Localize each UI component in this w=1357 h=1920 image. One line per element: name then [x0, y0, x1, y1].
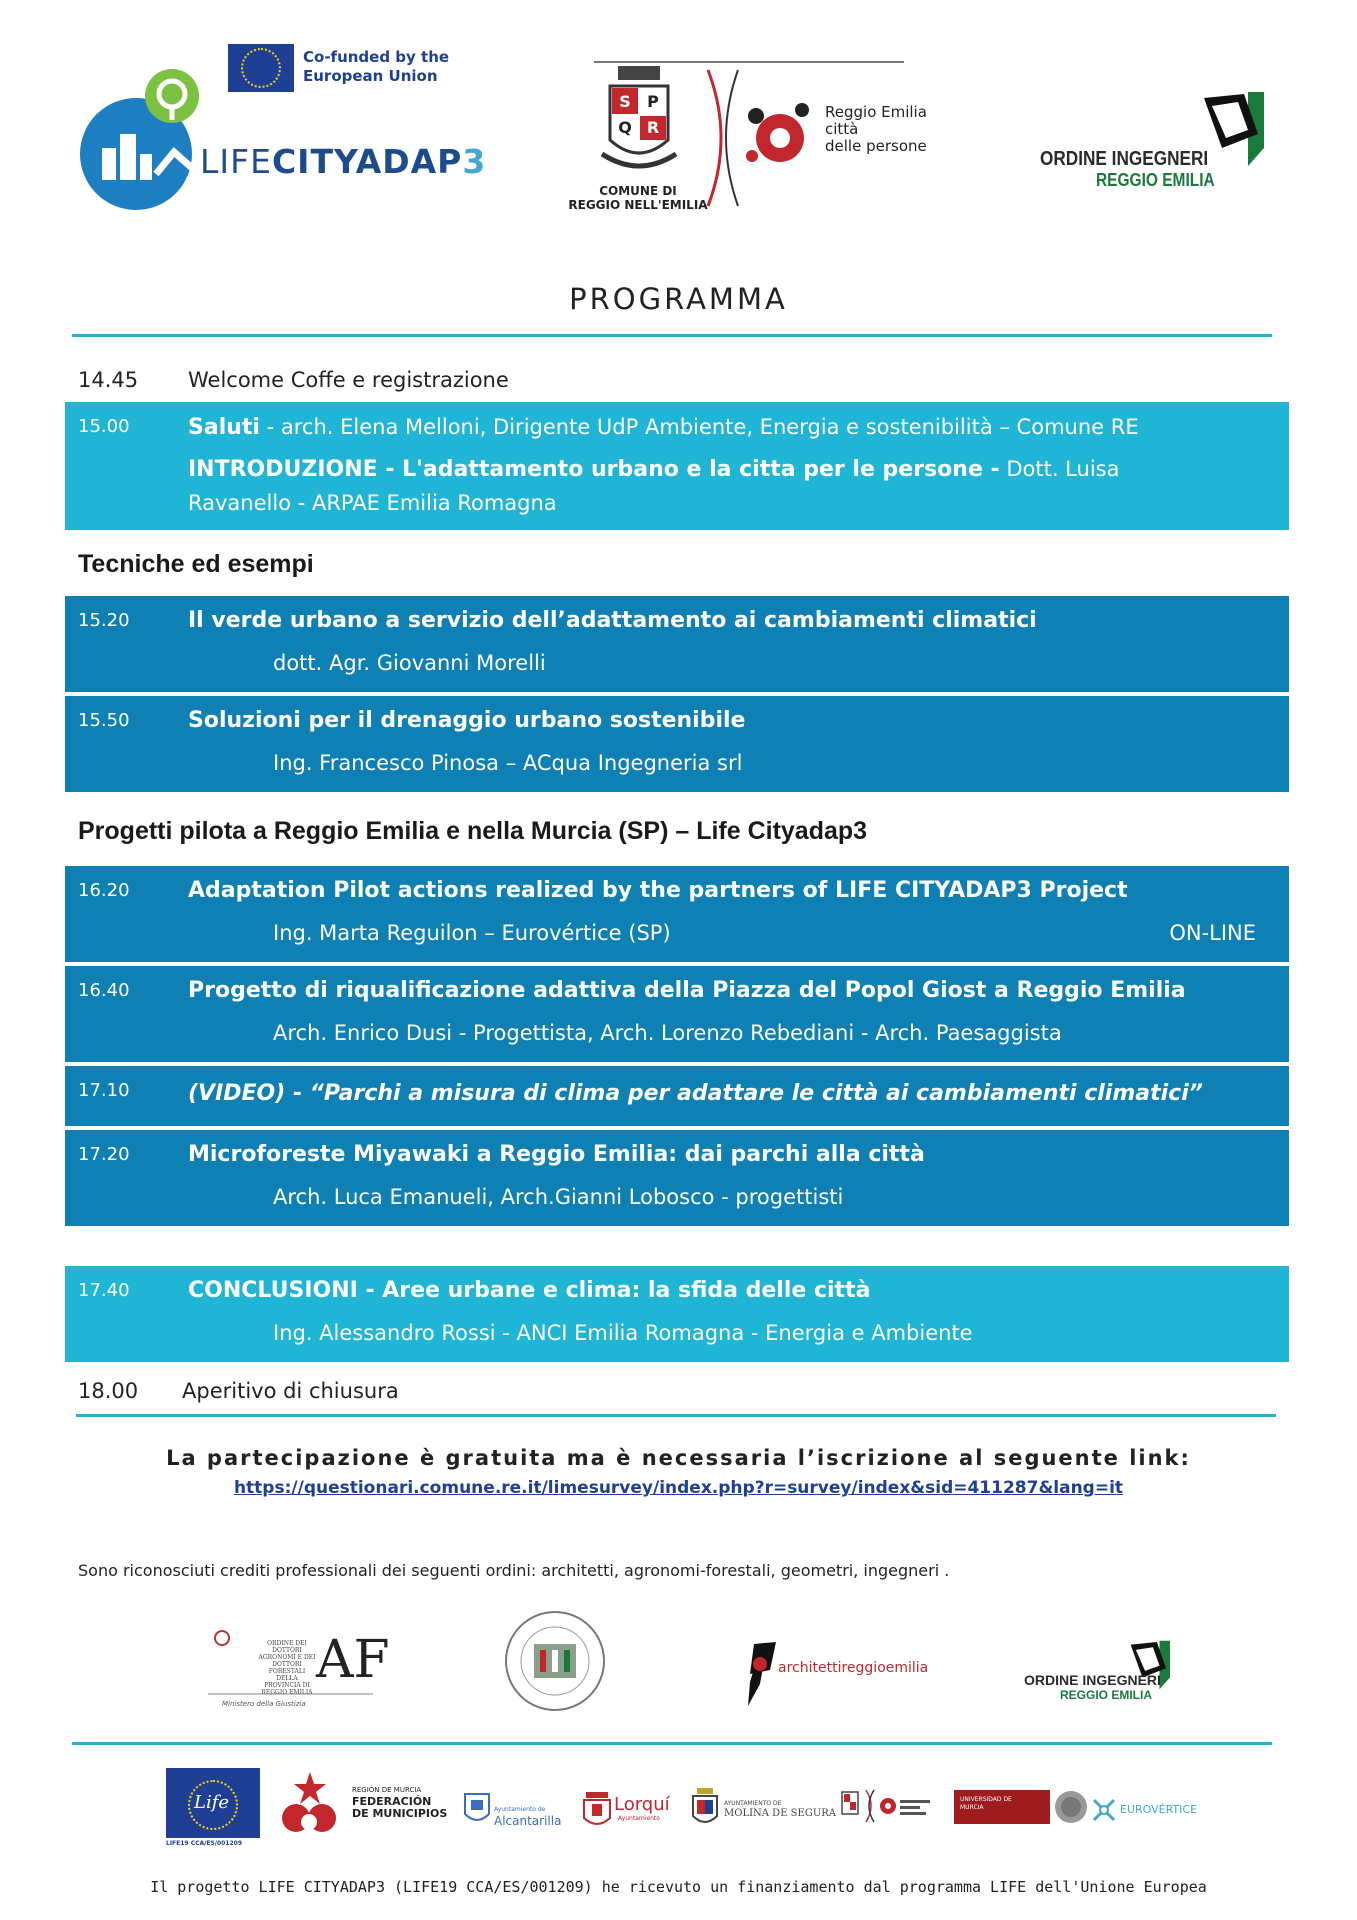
svg-text:S: S	[619, 92, 631, 111]
agronomi-forestali-text: ORDINE DEI DOTTORI AGRONOMI E DEI DOTTORI FORESTALI DELLA PROVINCIA DI REGGIO EMILIA	[258, 1640, 316, 1696]
online-badge: ON-LINE	[1169, 921, 1256, 945]
funding-footer: Il progetto LIFE CITYADAP3 (LIFE19 CCA/ES/001209) he ricevuto un finanziamento dal programma LIFE dell'Unione Europea	[150, 1878, 1207, 1896]
life-project-code: LIFE19 CCA/ES/001209	[166, 1840, 242, 1847]
saluti-line: Saluti - arch. Elena Melloni, Dirigente UdP Ambiente, Energia e sostenibilità – Comune RE	[188, 415, 1139, 440]
architetti-mark-icon	[740, 1640, 780, 1710]
talk-band	[65, 1130, 1289, 1226]
alcantarilla-crest-icon	[463, 1792, 491, 1826]
eu-flag-icon	[228, 44, 294, 92]
lorqui-small: Ayuntamiento	[618, 1815, 660, 1822]
architetti-text: architettireggioemilia	[778, 1660, 929, 1676]
talk-title: (VIDEO) - “Parchi a misura di clima per adattare le città ai cambiamenti climatici”	[188, 1081, 1203, 1106]
ordine-ingegneri-small-city: REGGIO EMILIA	[1060, 1688, 1153, 1702]
alcantarilla-small: Ayuntamiento de	[494, 1806, 546, 1813]
closing-rule	[76, 1414, 1276, 1417]
molina-small: AYUNTAMIENTO DE	[724, 1800, 782, 1807]
program-title: PROGRAMMA	[569, 282, 788, 316]
welcome-row	[0, 368, 1357, 394]
geometri-seal-icon	[504, 1610, 606, 1712]
talk-time: 17.10	[78, 1080, 130, 1101]
ordine-ingegneri-title: ORDINE INGEGNERI	[1040, 148, 1209, 170]
talk-time: 17.20	[78, 1144, 130, 1165]
partners-rule	[72, 1742, 1272, 1745]
talk-time: 16.40	[78, 980, 130, 1001]
credits-text: Sono riconosciuti crediti professionali dei seguenti ordini: architetti, agronomi-forestali, geometri, ingegneri .	[78, 1561, 950, 1580]
comune-crest-icon	[596, 62, 682, 184]
talk-title: Il verde urbano a servizio dell’adattamento ai cambiamenti climatici	[188, 608, 1037, 633]
section-heading-progetti: Progetti pilota a Reggio Emilia e nella Murcia (SP) – Life Cityadap3	[78, 817, 868, 845]
closing-text: Aperitivo di chiusura	[182, 1379, 399, 1403]
talk-title: Soluzioni per il drenaggio urbano sostenibile	[188, 708, 746, 733]
ordine-ingegneri-city: REGGIO EMILIA	[1096, 170, 1215, 190]
molina-text: MOLINA DE SEGURA	[724, 1808, 836, 1819]
talk-title: Adaptation Pilot actions realized by the partners of LIFE CITYADAP3 Project	[188, 878, 1128, 903]
talk-time: 16.20	[78, 880, 130, 901]
conclusion-band	[65, 1266, 1289, 1362]
talk-time: 15.50	[78, 710, 130, 731]
talk-speaker: dott. Agr. Giovanni Morelli	[273, 651, 546, 675]
talk-band	[65, 596, 1289, 692]
opening-time: 15.00	[78, 416, 130, 437]
agronomi-forestali-letters: AF	[316, 1630, 390, 1690]
talk-time: 15.20	[78, 610, 130, 631]
talk-band	[65, 966, 1289, 1062]
section-heading-tecniche: Tecniche ed esempi	[78, 550, 314, 578]
registration-text: La partecipazione è gratuita ma è necessaria l’iscrizione al seguente link:	[166, 1446, 1191, 1470]
eu-stars-icon	[241, 48, 281, 88]
svg-text:Q: Q	[618, 118, 632, 137]
opening-band	[65, 402, 1289, 530]
ministero-text: Ministero della Giustizia	[222, 1700, 306, 1708]
talk-speaker: Arch. Luca Emanueli, Arch.Gianni Lobosco - progettisti	[273, 1185, 844, 1209]
federacion-region: REGIÓN DE MURCIA	[352, 1786, 422, 1794]
life-eu-flag-icon: Life	[166, 1768, 260, 1838]
reggio-emilia-small-icon	[838, 1786, 938, 1826]
talk-time: 17.40	[78, 1280, 130, 1301]
lorqui-text: Lorquí	[614, 1794, 670, 1815]
reggio-persone-text: Reggio Emilia città delle persone	[825, 103, 927, 155]
intro-line-2: Ravanello - ARPAE Emilia Romagna	[188, 491, 557, 515]
lifecityadap-logo-icon	[74, 62, 214, 212]
talk-speaker: Arch. Enrico Dusi - Progettista, Arch. Lorenzo Rebediani - Arch. Paesaggista	[273, 1021, 1062, 1045]
talk-speaker: Ing. Alessandro Rossi - ANCI Emilia Romagna - Energia e Ambiente	[273, 1321, 973, 1345]
federacion-text: FEDERACIÓN DE MUNICIPIOS	[352, 1795, 448, 1820]
svg-text:P: P	[647, 92, 659, 111]
svg-text:R: R	[646, 118, 660, 137]
comune-text: COMUNE DI REGGIO NELL'EMILIA	[568, 184, 708, 212]
ordine-ingegneri-icon	[1200, 92, 1264, 166]
talk-title: Progetto di riqualificazione adattiva della Piazza del Popol Giost a Reggio Emilia	[188, 978, 1186, 1003]
universidad-murcia-text: UNIVERSIDAD DE MURCIA	[960, 1796, 1012, 1811]
molina-crest-icon	[691, 1786, 719, 1828]
welcome-time: 14.45	[78, 368, 139, 392]
registration-link[interactable]: https://questionari.comune.re.it/limesurvey/index.php?r=survey/index&sid=411287&lang=it	[233, 1478, 1124, 1498]
intro-line: INTRODUZIONE - L'adattamento urbano e la citta per le persone - Dott. Luisa	[188, 457, 1120, 482]
talk-speaker: Ing. Francesco Pinosa – ACqua Ingegneria srl	[273, 751, 743, 775]
eurovertice-text: EUROVÉRTICE	[1120, 1803, 1198, 1816]
ordine-ingegneri-small-title: ORDINE INGEGNERI	[1024, 1672, 1161, 1688]
talk-title: Microforeste Miyawaki a Reggio Emilia: dai parchi alla città	[188, 1142, 925, 1167]
welcome-text: Welcome Coffe e registrazione	[188, 368, 509, 392]
talk-band	[65, 1066, 1289, 1126]
eu-cofunded-text: Co-funded by the European Union	[303, 48, 450, 85]
talk-speaker: Ing. Marta Reguilon – Eurovértice (SP)	[273, 921, 671, 945]
closing-row	[0, 1379, 1357, 1405]
universidad-seal-icon	[1054, 1790, 1088, 1824]
alcantarilla-text: Alcantarilla	[494, 1814, 562, 1828]
federacion-municipios-icon	[278, 1768, 342, 1838]
closing-time: 18.00	[78, 1379, 139, 1403]
eurovertice-icon	[1092, 1798, 1116, 1822]
lorqui-crest-icon	[582, 1790, 612, 1830]
lifecityadap-wordmark: LIFECITYADAP3	[200, 142, 487, 181]
title-rule	[72, 334, 1272, 337]
talk-band	[65, 866, 1289, 962]
talk-band	[65, 696, 1289, 792]
reggio-persone-icon	[740, 98, 820, 174]
talk-title: CONCLUSIONI - Aree urbane e clima: la sfida delle città	[188, 1278, 871, 1303]
